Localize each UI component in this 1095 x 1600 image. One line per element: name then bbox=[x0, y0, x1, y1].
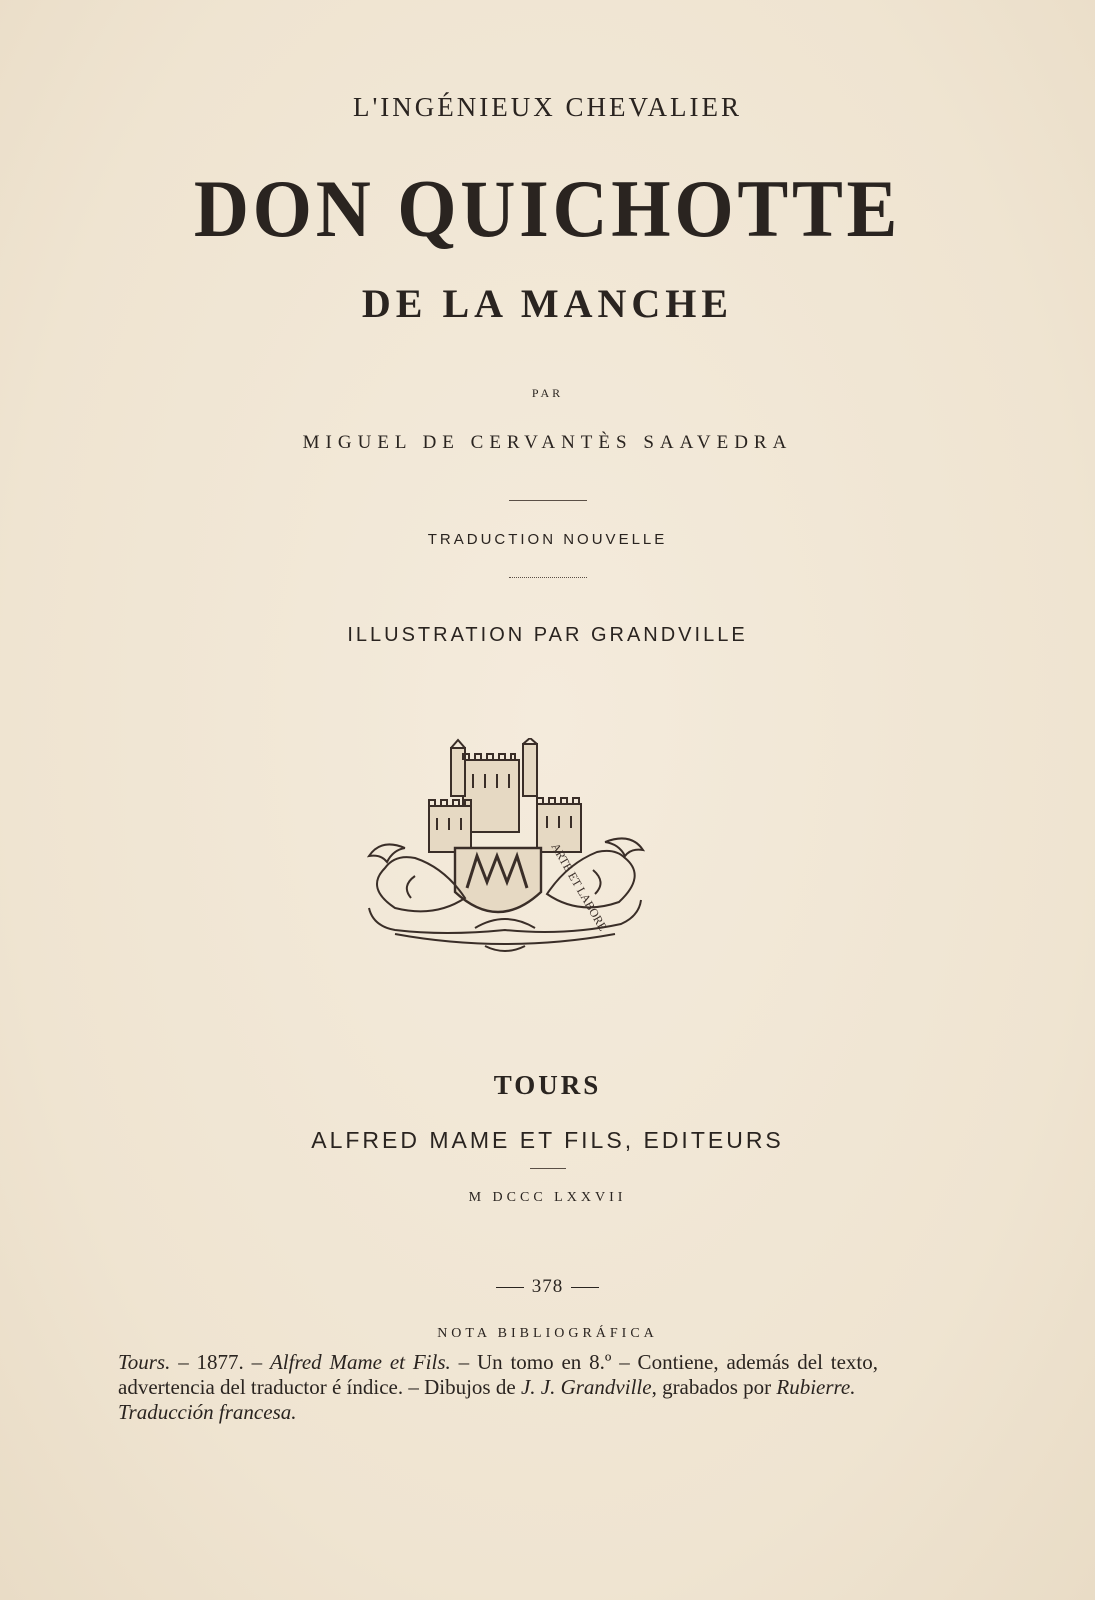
bibliographic-note bbox=[118, 1350, 878, 1425]
page-number bbox=[0, 1276, 1095, 1298]
pre-title: L'INGÉNIEUX CHEVALIER bbox=[352, 92, 743, 122]
note-segment: J. J. Grandville bbox=[520, 1375, 652, 1399]
dash-right bbox=[571, 1287, 599, 1288]
publication-year: M DCCC LXXVII bbox=[468, 1190, 627, 1205]
subtitle: DE LA MANCHE bbox=[361, 281, 734, 326]
note-heading: NOTA BIBLIOGRÁFICA bbox=[437, 1326, 658, 1341]
divider-rule bbox=[530, 1168, 566, 1169]
illustration-credit: ILLUSTRATION PAR GRANDVILLE bbox=[347, 624, 748, 646]
note-segment: , grabados por bbox=[651, 1375, 777, 1399]
publisher-emblem-icon bbox=[355, 738, 655, 962]
divider-rule bbox=[509, 500, 587, 501]
note-paragraph bbox=[118, 1350, 878, 1400]
note-segment: Alfred Mame et Fils. bbox=[269, 1350, 451, 1374]
emblem-motto: ARTE ET LABORE bbox=[548, 840, 611, 934]
dash-left bbox=[496, 1287, 524, 1288]
note-segment: Traducción francesa. bbox=[118, 1400, 297, 1424]
note-segment: Rubierre. bbox=[776, 1375, 856, 1399]
note-last-line bbox=[118, 1400, 878, 1425]
note-segment: – Un tomo en 8.º – Contiene, además del texto, advertencia del traductor é índice. – Dibujos de bbox=[118, 1350, 879, 1399]
page-number-value: 378 bbox=[531, 1276, 564, 1297]
city: TOURS bbox=[493, 1070, 602, 1100]
translation-line: TRADUCTION NOUVELLE bbox=[427, 531, 668, 548]
note-segment: – 1877. – bbox=[170, 1350, 270, 1374]
par-label: PAR bbox=[531, 386, 564, 400]
publisher: ALFRED MAME ET FILS, EDITEURS bbox=[311, 1127, 784, 1153]
divider-rule bbox=[509, 577, 587, 578]
author: MIGUEL DE CERVANTÈS SAAVEDRA bbox=[302, 432, 793, 453]
note-segment: Tours. bbox=[118, 1350, 171, 1374]
main-title: DON QUICHOTTE bbox=[193, 163, 902, 254]
